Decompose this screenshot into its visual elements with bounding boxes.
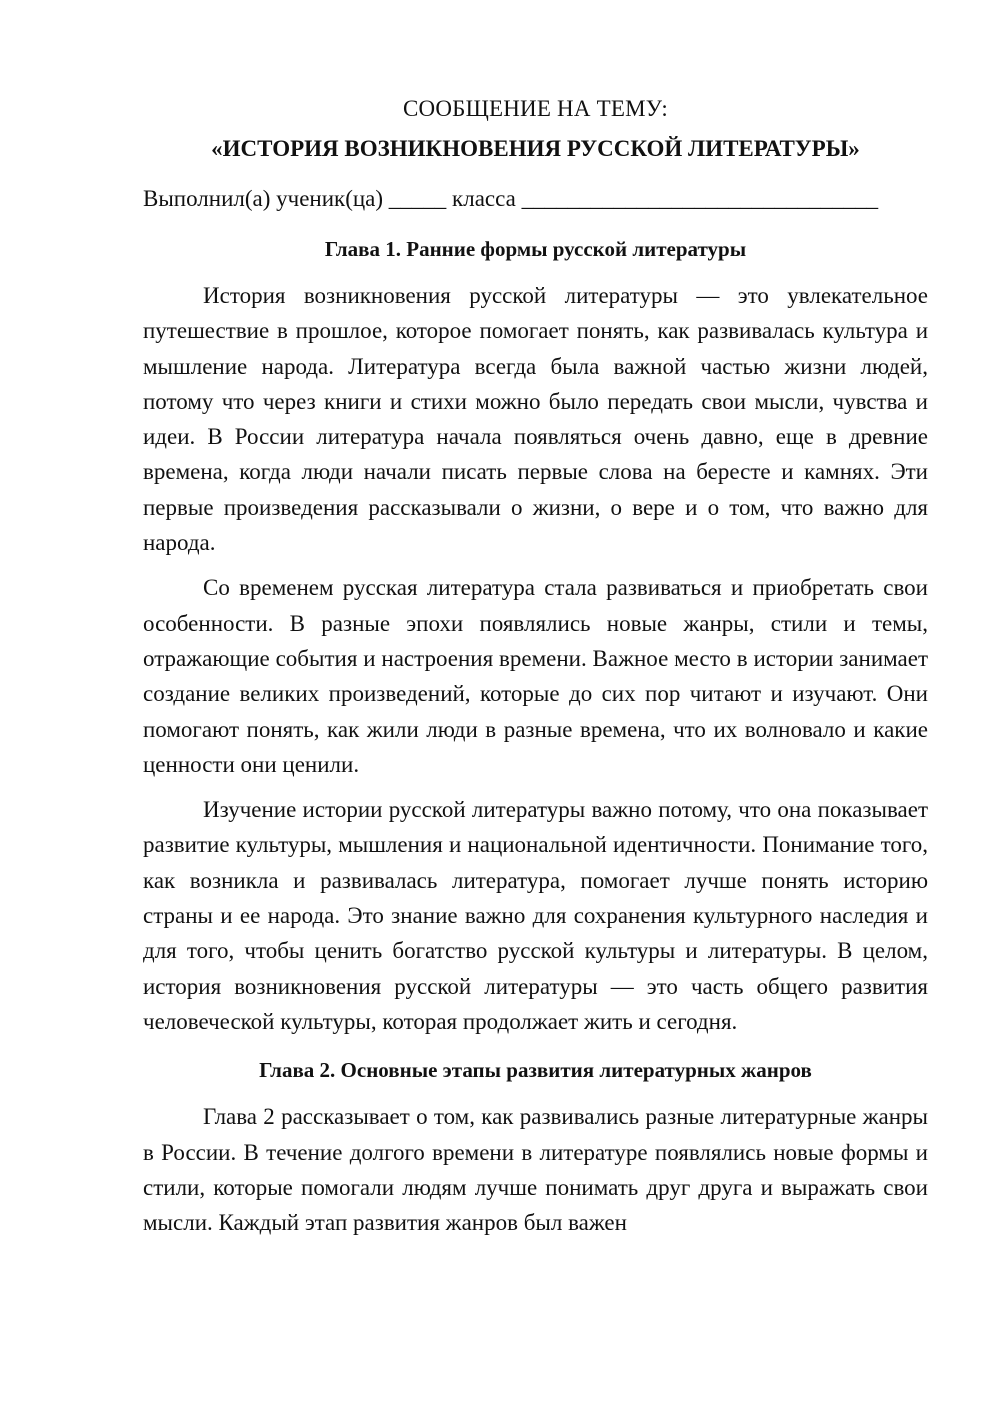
document-title-line-1: СООБЩЕНИЕ НА ТЕМУ: xyxy=(403,96,668,121)
chapter-1-heading: Глава 1. Ранние формы русской литературы xyxy=(324,237,747,261)
document-title-line-2: «ИСТОРИЯ ВОЗНИКНОВЕНИЯ РУССКОЙ ЛИТЕРАТУРЫ» xyxy=(211,136,860,161)
chapter-2 xyxy=(143,1055,928,1240)
chapter-1 xyxy=(143,234,928,1039)
chapter-1-paragraph-3: Изучение истории русской литературы важно потому, что она показывает развитие культуры, мышления и национальной идентичности. Понимание того, как возникла и развивалась литература, помогает лучше понять историю страны и ее народа. Это знание важно для сохранения культурного наследия и для того, чтобы ценить богатство русской культуры и литературы. В целом, история возникновения русской литературы — это часть общего развития человеческой культуры, которая продолжает жить и сегодня. xyxy=(143,797,928,1034)
chapter-2-heading: Глава 2. Основные этапы развития литературных жанров xyxy=(259,1058,812,1083)
document-page xyxy=(143,94,928,1250)
chapter-2-paragraph-1: Глава 2 рассказывает о том, как развивались разные литературные жанры в России. В течение долгого времени в литературе появлялись новые формы и стили, которые помогали людям лучше понимать друг друга и выражать свои мысли. Каждый этап развития жанров был важен xyxy=(143,1104,928,1236)
chapter-1-paragraph-2: Со временем русская литература стала развиваться и приобретать свои особенности. В разные эпохи появлялись новые жанры, стили и темы, отражающие события и настроения времени. Важное место в истории занимает создание великих произведений, которые до сих пор читают и изучают. Они помогают понять, как жили люди в разные времена, что их волновало и какие ценности они ценили. xyxy=(143,575,928,777)
chapter-1-paragraph-1: История возникновения русской литературы — это увлекательное путешествие в прошлое, которое помогает понять, как развивалась культура и мышление народа. Литература всегда была важной частью жизни людей, потому что через книги и стихи можно было передать свои мысли, чувства и идеи. В России литература начала появляться очень давно, еще в древние времена, когда люди начали писать первые слова на бересте и камнях. Эти первые произведения рассказывали о жизни, о вере и о том, что важно для народа. xyxy=(143,283,928,556)
author-line: Выполнил(а) ученик(ца) _____ класса _______________________________ xyxy=(143,186,879,211)
